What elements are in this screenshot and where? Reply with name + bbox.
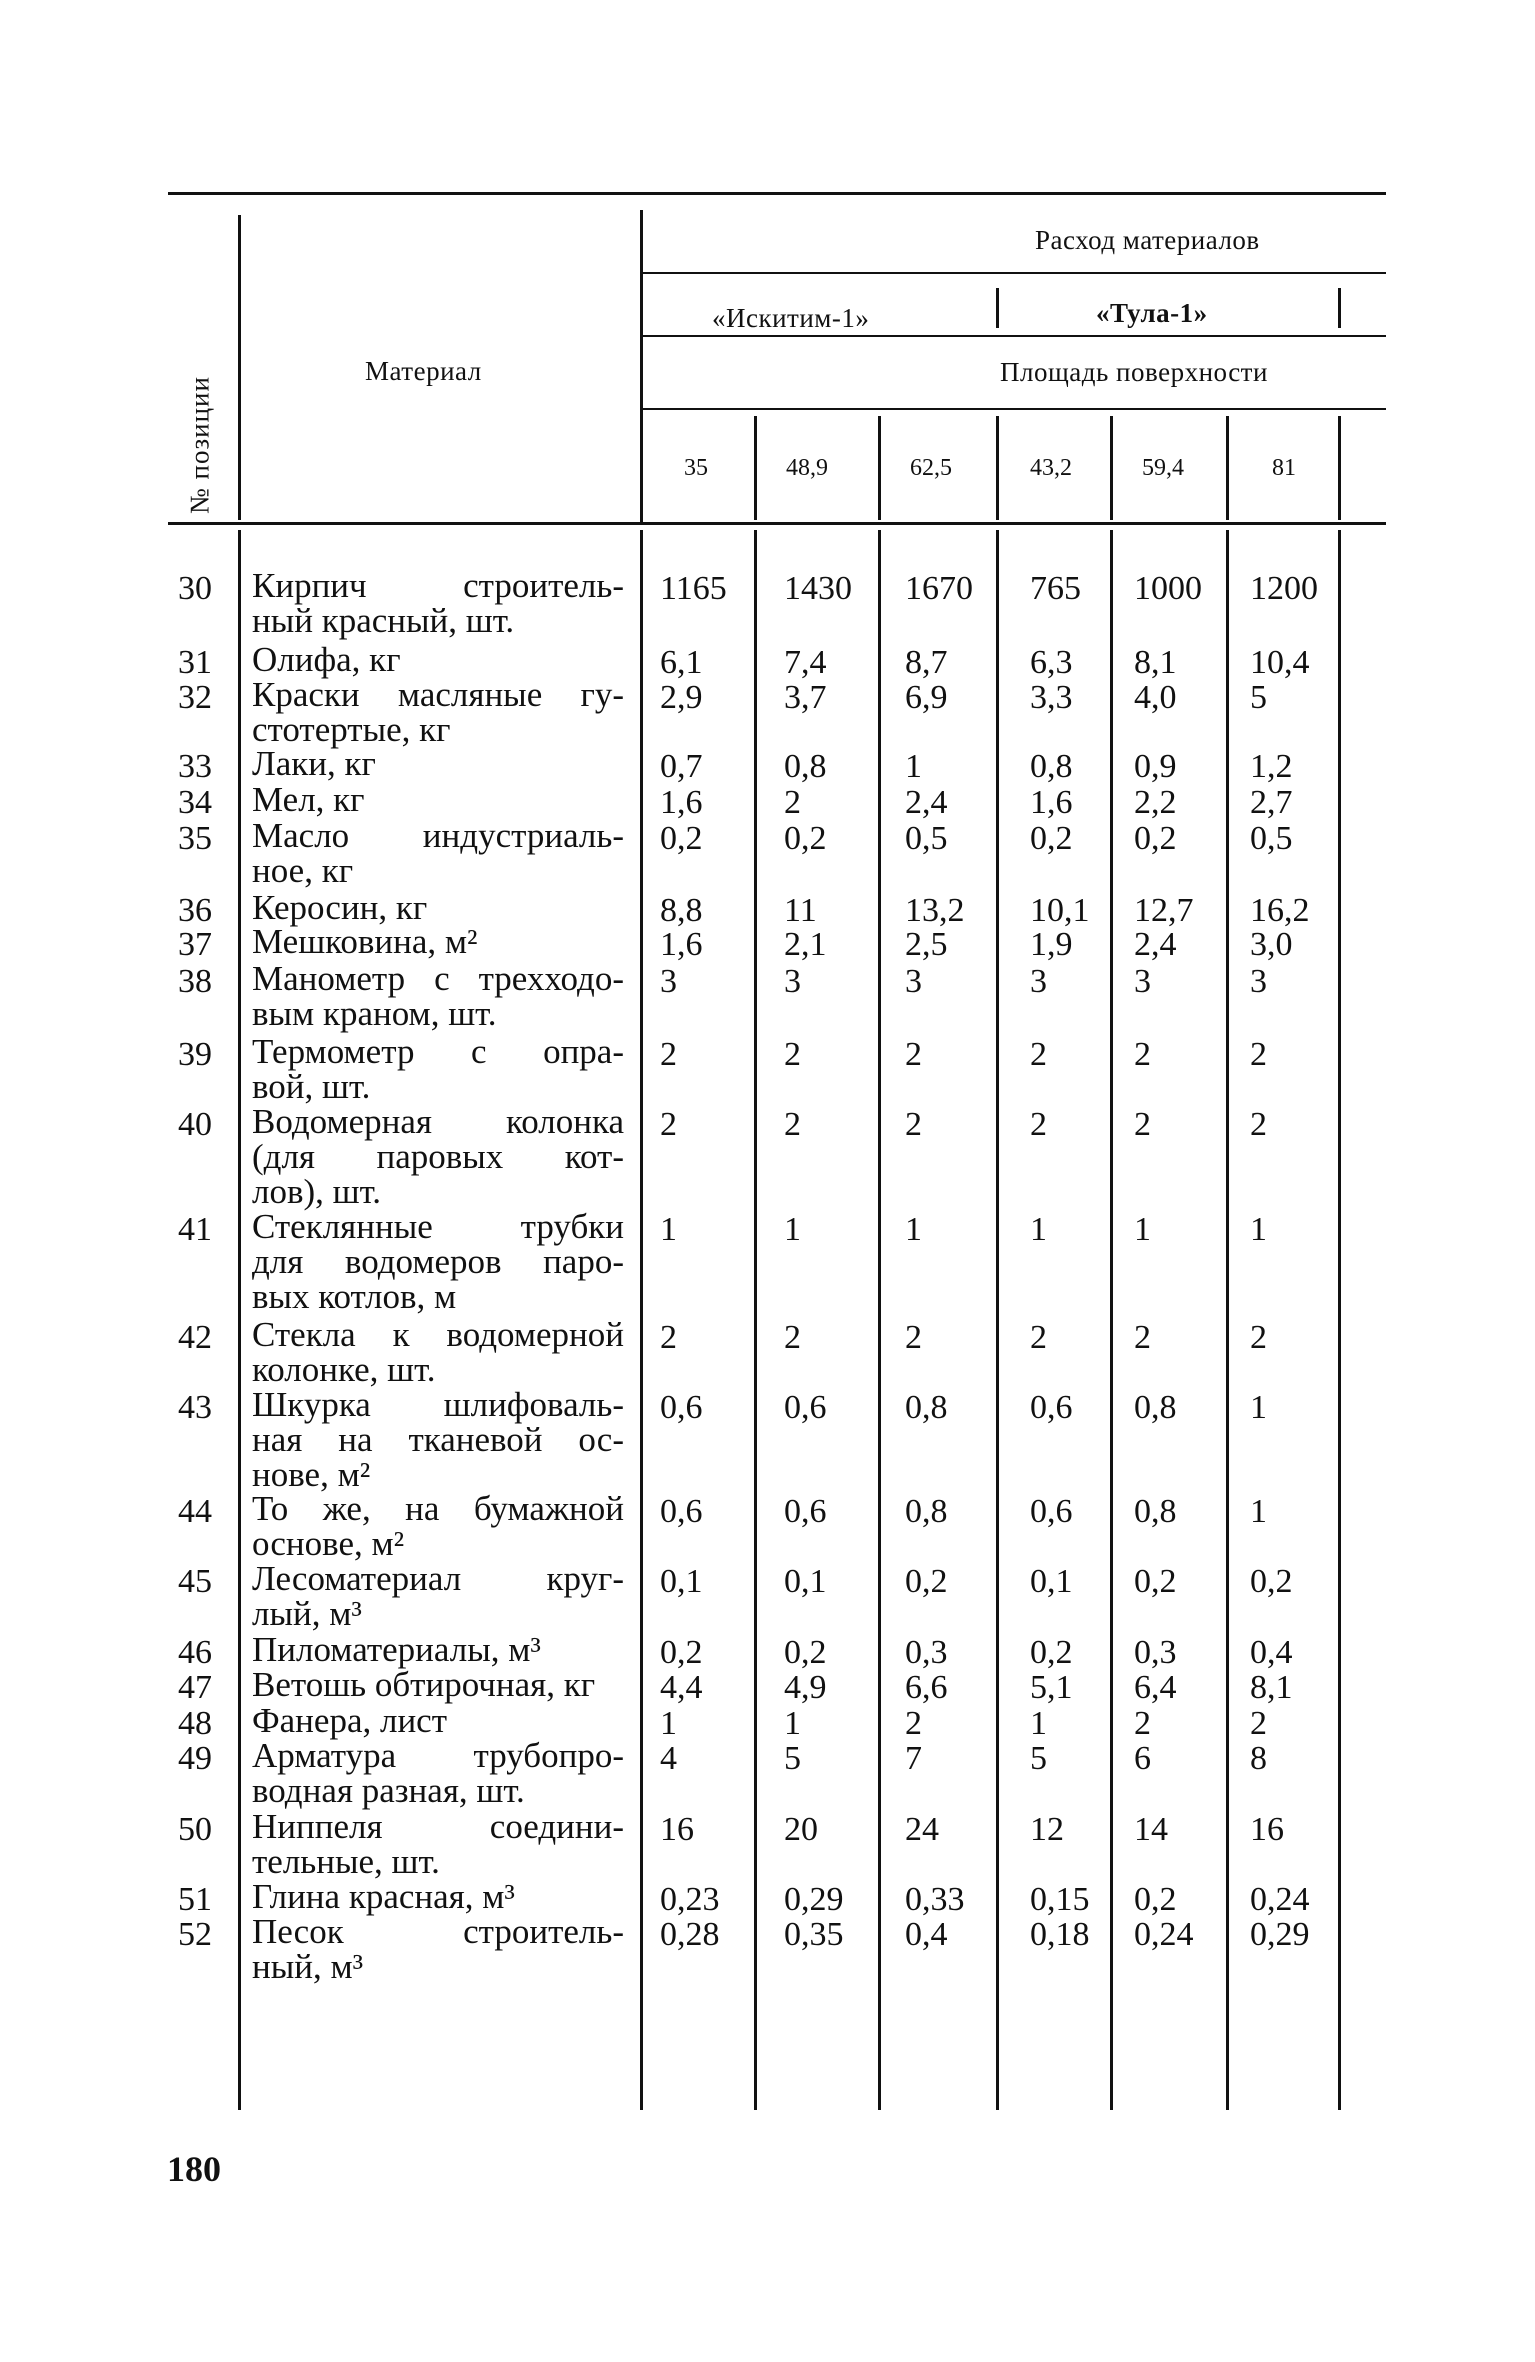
row-value-col-4: 5 [1030,1740,1047,1777]
row-position-number: 40 [178,1106,212,1143]
row-value-col-2: 0,29 [784,1881,844,1918]
material-text-line: ная на тканевой ос- [252,1420,624,1459]
material-text-line: Краски масляные гу- [252,675,624,714]
row-value-col-5: 14 [1134,1811,1168,1848]
row-value-col-6: 16 [1250,1811,1284,1848]
row-value-col-1: 2 [660,1106,677,1143]
row-value-col-6: 0,2 [1250,1563,1293,1600]
row-material [252,1914,624,1984]
material-text-line: То же, на бумажной [252,1489,624,1528]
row-position-number: 33 [178,748,212,785]
row-value-col-6: 3 [1250,963,1267,1000]
row-material [252,1738,624,1808]
row-value-col-5: 2 [1134,1106,1151,1143]
row-material [252,1879,624,1914]
row-position-number: 35 [178,820,212,857]
row-material [252,1632,624,1667]
material-text-line: Лесоматериал круг- [252,1559,624,1598]
row-value-col-1: 1,6 [660,784,703,821]
area-header: Площадь поверхности [1000,357,1268,387]
row-value-col-2: 2 [784,784,801,821]
material-text-line: Песок строитель- [252,1912,624,1951]
row-value-col-4: 0,15 [1030,1881,1090,1918]
group-rule [642,335,1386,337]
row-material [252,818,624,888]
row-value-col-6: 2 [1250,1705,1267,1742]
row-value-col-2: 20 [784,1811,818,1848]
row-material [252,1209,624,1314]
row-value-col-5: 6,4 [1134,1669,1177,1706]
row-value-col-5: 0,9 [1134,748,1177,785]
area-value-3: 62,5 [910,455,952,481]
material-text-line: Манометр с трехходо- [252,959,624,998]
row-value-col-3: 3 [905,963,922,1000]
row-value-col-3: 2 [905,1705,922,1742]
row-value-col-4: 765 [1030,570,1081,607]
material-text-line: Мешковина, м² [252,922,478,961]
area-rule [642,408,1386,410]
row-value-col-6: 0,24 [1250,1881,1310,1918]
row-value-col-4: 1 [1030,1211,1047,1248]
row-value-col-2: 1430 [784,570,852,607]
row-value-col-1: 1 [660,1705,677,1742]
material-text-line: Керосин, кг [252,888,428,927]
material-column-header: Материал [365,356,482,386]
material-text-line: Лаки, кг [252,744,376,783]
area-divider-2 [878,416,881,520]
material-text-line: Фанера, лист [252,1701,448,1740]
row-value-col-2: 0,6 [784,1493,827,1530]
row-position-number: 30 [178,570,212,607]
area-value-1: 35 [684,455,708,481]
col-divider-position [238,215,241,520]
body-divider-1 [754,530,757,2110]
row-position-number: 51 [178,1881,212,1918]
row-value-col-4: 2 [1030,1319,1047,1356]
row-material [252,890,624,925]
row-value-col-1: 2 [660,1036,677,1073]
row-value-col-3: 6,9 [905,679,948,716]
row-value-col-2: 2 [784,1106,801,1143]
material-text-line: (для паровых кот- [252,1137,624,1176]
material-text-line: Масло индустриаль- [252,816,624,855]
row-position-number: 36 [178,892,212,929]
row-value-col-1: 6,1 [660,644,703,681]
row-value-col-2: 4,9 [784,1669,827,1706]
row-value-col-3: 0,3 [905,1634,948,1671]
table-top-rule [168,192,1386,195]
body-divider-5 [1226,530,1229,2110]
material-text-line: стотертые, кг [252,710,451,749]
row-position-number: 45 [178,1563,212,1600]
area-value-2: 48,9 [786,455,828,481]
row-value-col-4: 6,3 [1030,644,1073,681]
row-position-number: 52 [178,1916,212,1953]
row-value-col-5: 0,24 [1134,1916,1194,1953]
row-value-col-3: 24 [905,1811,939,1848]
row-value-col-1: 0,6 [660,1389,703,1426]
row-value-col-4: 3 [1030,963,1047,1000]
row-value-col-2: 7,4 [784,644,827,681]
row-value-col-4: 1,6 [1030,784,1073,821]
row-value-col-5: 0,2 [1134,1881,1177,1918]
row-value-col-3: 1 [905,748,922,785]
row-value-col-2: 1 [784,1211,801,1248]
row-value-col-2: 2,1 [784,926,827,963]
material-text-line: Глина красная, м³ [252,1877,515,1916]
row-value-col-3: 6,6 [905,1669,948,1706]
row-material [252,782,624,817]
row-value-col-4: 10,1 [1030,892,1090,929]
material-text-line: для водомеров паро- [252,1242,624,1281]
row-value-col-6: 3,0 [1250,926,1293,963]
row-material [252,1809,624,1879]
row-value-col-5: 0,3 [1134,1634,1177,1671]
row-value-col-6: 1,2 [1250,748,1293,785]
material-text-line: ное, кг [252,851,354,890]
material-text-line: Ниппеля соедини- [252,1807,624,1846]
row-value-col-3: 7 [905,1740,922,1777]
row-value-col-4: 3,3 [1030,679,1073,716]
body-divider-4 [1110,530,1113,2110]
row-value-col-4: 2 [1030,1106,1047,1143]
row-position-number: 32 [178,679,212,716]
row-position-number: 41 [178,1211,212,1248]
row-position-number: 37 [178,926,212,963]
material-text-line: вых котлов, м [252,1277,457,1316]
area-divider-4 [1110,416,1113,520]
row-material [252,1387,624,1492]
material-text-line: Стеклянные трубки [252,1207,624,1246]
row-value-col-2: 1 [784,1705,801,1742]
row-value-col-3: 0,4 [905,1916,948,1953]
row-position-number: 34 [178,784,212,821]
body-divider-2 [878,530,881,2110]
row-value-col-4: 1 [1030,1705,1047,1742]
row-value-col-2: 5 [784,1740,801,1777]
row-material [252,746,624,781]
row-value-col-2: 2 [784,1036,801,1073]
row-value-col-4: 5,1 [1030,1669,1073,1706]
row-value-col-3: 2,4 [905,784,948,821]
group-end-divider [1338,288,1341,328]
row-material [252,1034,624,1104]
row-material [252,1703,624,1738]
row-value-col-6: 1 [1250,1211,1267,1248]
body-divider-6 [1338,530,1341,2110]
row-value-col-4: 0,8 [1030,748,1073,785]
row-material [252,568,624,638]
row-value-col-3: 0,8 [905,1389,948,1426]
row-value-col-4: 2 [1030,1036,1047,1073]
row-value-col-6: 1 [1250,1493,1267,1530]
page-number: 180 [167,2149,221,2189]
row-value-col-2: 0,6 [784,1389,827,1426]
row-material [252,1561,624,1631]
row-value-col-3: 13,2 [905,892,965,929]
row-value-col-3: 0,2 [905,1563,948,1600]
row-material [252,961,624,1031]
row-value-col-5: 0,2 [1134,1563,1177,1600]
row-material [252,1491,624,1561]
row-value-col-1: 0,28 [660,1916,720,1953]
area-value-6: 81 [1272,455,1296,481]
material-text-line: лов), шт. [252,1172,382,1211]
body-divider-position [238,530,241,2110]
row-value-col-3: 2 [905,1106,922,1143]
material-text-line: Пиломатериалы, м³ [252,1630,541,1669]
row-value-col-5: 3 [1134,963,1151,1000]
row-value-col-3: 2,5 [905,926,948,963]
row-value-col-6: 2 [1250,1319,1267,1356]
material-text-line: Кирпич строитель- [252,566,624,605]
material-text-line: Термометр с опра- [252,1032,624,1071]
row-value-col-3: 2 [905,1319,922,1356]
material-text-line: лый, м³ [252,1594,362,1633]
row-value-col-3: 1670 [905,570,973,607]
row-value-col-6: 0,4 [1250,1634,1293,1671]
row-value-col-5: 2 [1134,1319,1151,1356]
row-value-col-4: 0,2 [1030,820,1073,857]
row-position-number: 47 [178,1669,212,1706]
row-material [252,924,624,959]
row-position-number: 44 [178,1493,212,1530]
row-value-col-6: 2,7 [1250,784,1293,821]
row-position-number: 31 [178,644,212,681]
row-value-col-1: 2,9 [660,679,703,716]
row-value-col-3: 0,8 [905,1493,948,1530]
area-divider-5 [1226,416,1229,520]
row-value-col-2: 3 [784,963,801,1000]
material-text-line: вой, шт. [252,1067,371,1106]
material-text-line: Арматура трубопро- [252,1736,624,1775]
row-value-col-4: 1,9 [1030,926,1073,963]
row-value-col-1: 0,7 [660,748,703,785]
row-value-col-1: 1,6 [660,926,703,963]
row-position-number: 38 [178,963,212,1000]
row-position-number: 46 [178,1634,212,1671]
row-value-col-2: 2 [784,1319,801,1356]
row-value-col-4: 0,18 [1030,1916,1090,1953]
area-divider-1 [754,416,757,520]
row-value-col-2: 3,7 [784,679,827,716]
material-text-line: Стекла к водомерной [252,1315,624,1354]
row-position-number: 43 [178,1389,212,1426]
material-text-line: водная разная, шт. [252,1771,525,1810]
material-text-line: ный, м³ [252,1947,364,1986]
area-value-4: 43,2 [1030,455,1072,481]
row-value-col-5: 0,8 [1134,1493,1177,1530]
row-material [252,1104,624,1209]
row-value-col-1: 3 [660,963,677,1000]
row-value-col-2: 0,2 [784,1634,827,1671]
row-value-col-5: 8,1 [1134,644,1177,681]
material-text-line: Ветошь обтирочная, кг [252,1665,596,1704]
row-value-col-1: 0,2 [660,820,703,857]
material-text-line: Мел, кг [252,780,365,819]
row-value-col-1: 1 [660,1211,677,1248]
row-material [252,1317,624,1387]
material-text-line: Олифа, кг [252,640,401,679]
row-value-col-2: 0,2 [784,820,827,857]
row-value-col-6: 8,1 [1250,1669,1293,1706]
group-header-iskitim: «Искитим-1» [712,303,870,333]
row-value-col-5: 0,2 [1134,820,1177,857]
row-value-col-6: 0,29 [1250,1916,1310,1953]
row-position-number: 42 [178,1319,212,1356]
row-value-col-2: 0,35 [784,1916,844,1953]
row-value-col-3: 1 [905,1211,922,1248]
material-text-line: ный красный, шт. [252,601,515,640]
material-text-line: колонке, шт. [252,1350,436,1389]
row-value-col-4: 0,6 [1030,1493,1073,1530]
row-position-number: 50 [178,1811,212,1848]
position-column-header: № позиции [184,376,215,514]
row-value-col-1: 2 [660,1319,677,1356]
row-value-col-1: 0,1 [660,1563,703,1600]
body-divider-3 [996,530,999,2110]
header-bottom-rule [168,522,1386,525]
material-text-line: основе, м² [252,1524,405,1563]
row-value-col-3: 8,7 [905,644,948,681]
row-value-col-2: 0,1 [784,1563,827,1600]
row-value-col-3: 0,5 [905,820,948,857]
material-text-line: Водомерная колонка [252,1102,624,1141]
group-divider [996,288,999,328]
material-text-line: тельные, шт. [252,1842,440,1881]
row-value-col-6: 2 [1250,1106,1267,1143]
col-divider-material [640,210,643,523]
row-value-col-3: 2 [905,1036,922,1073]
row-value-col-2: 11 [784,892,817,929]
row-value-col-1: 16 [660,1811,694,1848]
row-value-col-4: 0,1 [1030,1563,1073,1600]
row-material [252,677,624,747]
row-position-number: 48 [178,1705,212,1742]
body-divider-material [640,530,643,2110]
row-value-col-6: 8 [1250,1740,1267,1777]
material-text-line: вым краном, шт. [252,994,497,1033]
row-value-col-5: 12,7 [1134,892,1194,929]
material-text-line: нове, м² [252,1455,371,1494]
row-value-col-6: 1200 [1250,570,1318,607]
row-value-col-1: 1165 [660,570,727,607]
row-value-col-5: 1000 [1134,570,1202,607]
row-value-col-5: 1 [1134,1211,1151,1248]
consumption-rule [642,272,1386,274]
row-value-col-1: 8,8 [660,892,703,929]
row-value-col-1: 0,6 [660,1493,703,1530]
row-value-col-5: 4,0 [1134,679,1177,716]
row-value-col-6: 0,5 [1250,820,1293,857]
material-text-line: Шкурка шлифоваль- [252,1385,624,1424]
row-value-col-4: 0,2 [1030,1634,1073,1671]
row-value-col-5: 2,4 [1134,926,1177,963]
row-value-col-1: 4,4 [660,1669,703,1706]
row-value-col-5: 2 [1134,1036,1151,1073]
row-value-col-5: 2 [1134,1705,1151,1742]
row-value-col-2: 0,8 [784,748,827,785]
row-material [252,1667,624,1702]
row-value-col-1: 0,2 [660,1634,703,1671]
row-value-col-6: 2 [1250,1036,1267,1073]
row-value-col-4: 0,6 [1030,1389,1073,1426]
consumption-header: Расход материалов [1035,225,1260,255]
row-value-col-5: 2,2 [1134,784,1177,821]
row-value-col-1: 0,23 [660,1881,720,1918]
row-value-col-3: 0,33 [905,1881,965,1918]
row-value-col-1: 4 [660,1740,677,1777]
row-value-col-6: 1 [1250,1389,1267,1426]
area-divider-3 [996,416,999,520]
row-position-number: 39 [178,1036,212,1073]
area-value-5: 59,4 [1142,455,1184,481]
row-value-col-6: 16,2 [1250,892,1310,929]
row-value-col-4: 12 [1030,1811,1064,1848]
row-material [252,642,624,677]
row-value-col-6: 10,4 [1250,644,1310,681]
area-divider-6 [1338,416,1341,520]
row-position-number: 49 [178,1740,212,1777]
row-value-col-5: 0,8 [1134,1389,1177,1426]
row-value-col-6: 5 [1250,679,1267,716]
row-value-col-5: 6 [1134,1740,1151,1777]
group-header-tula: «Тула-1» [1096,298,1208,328]
